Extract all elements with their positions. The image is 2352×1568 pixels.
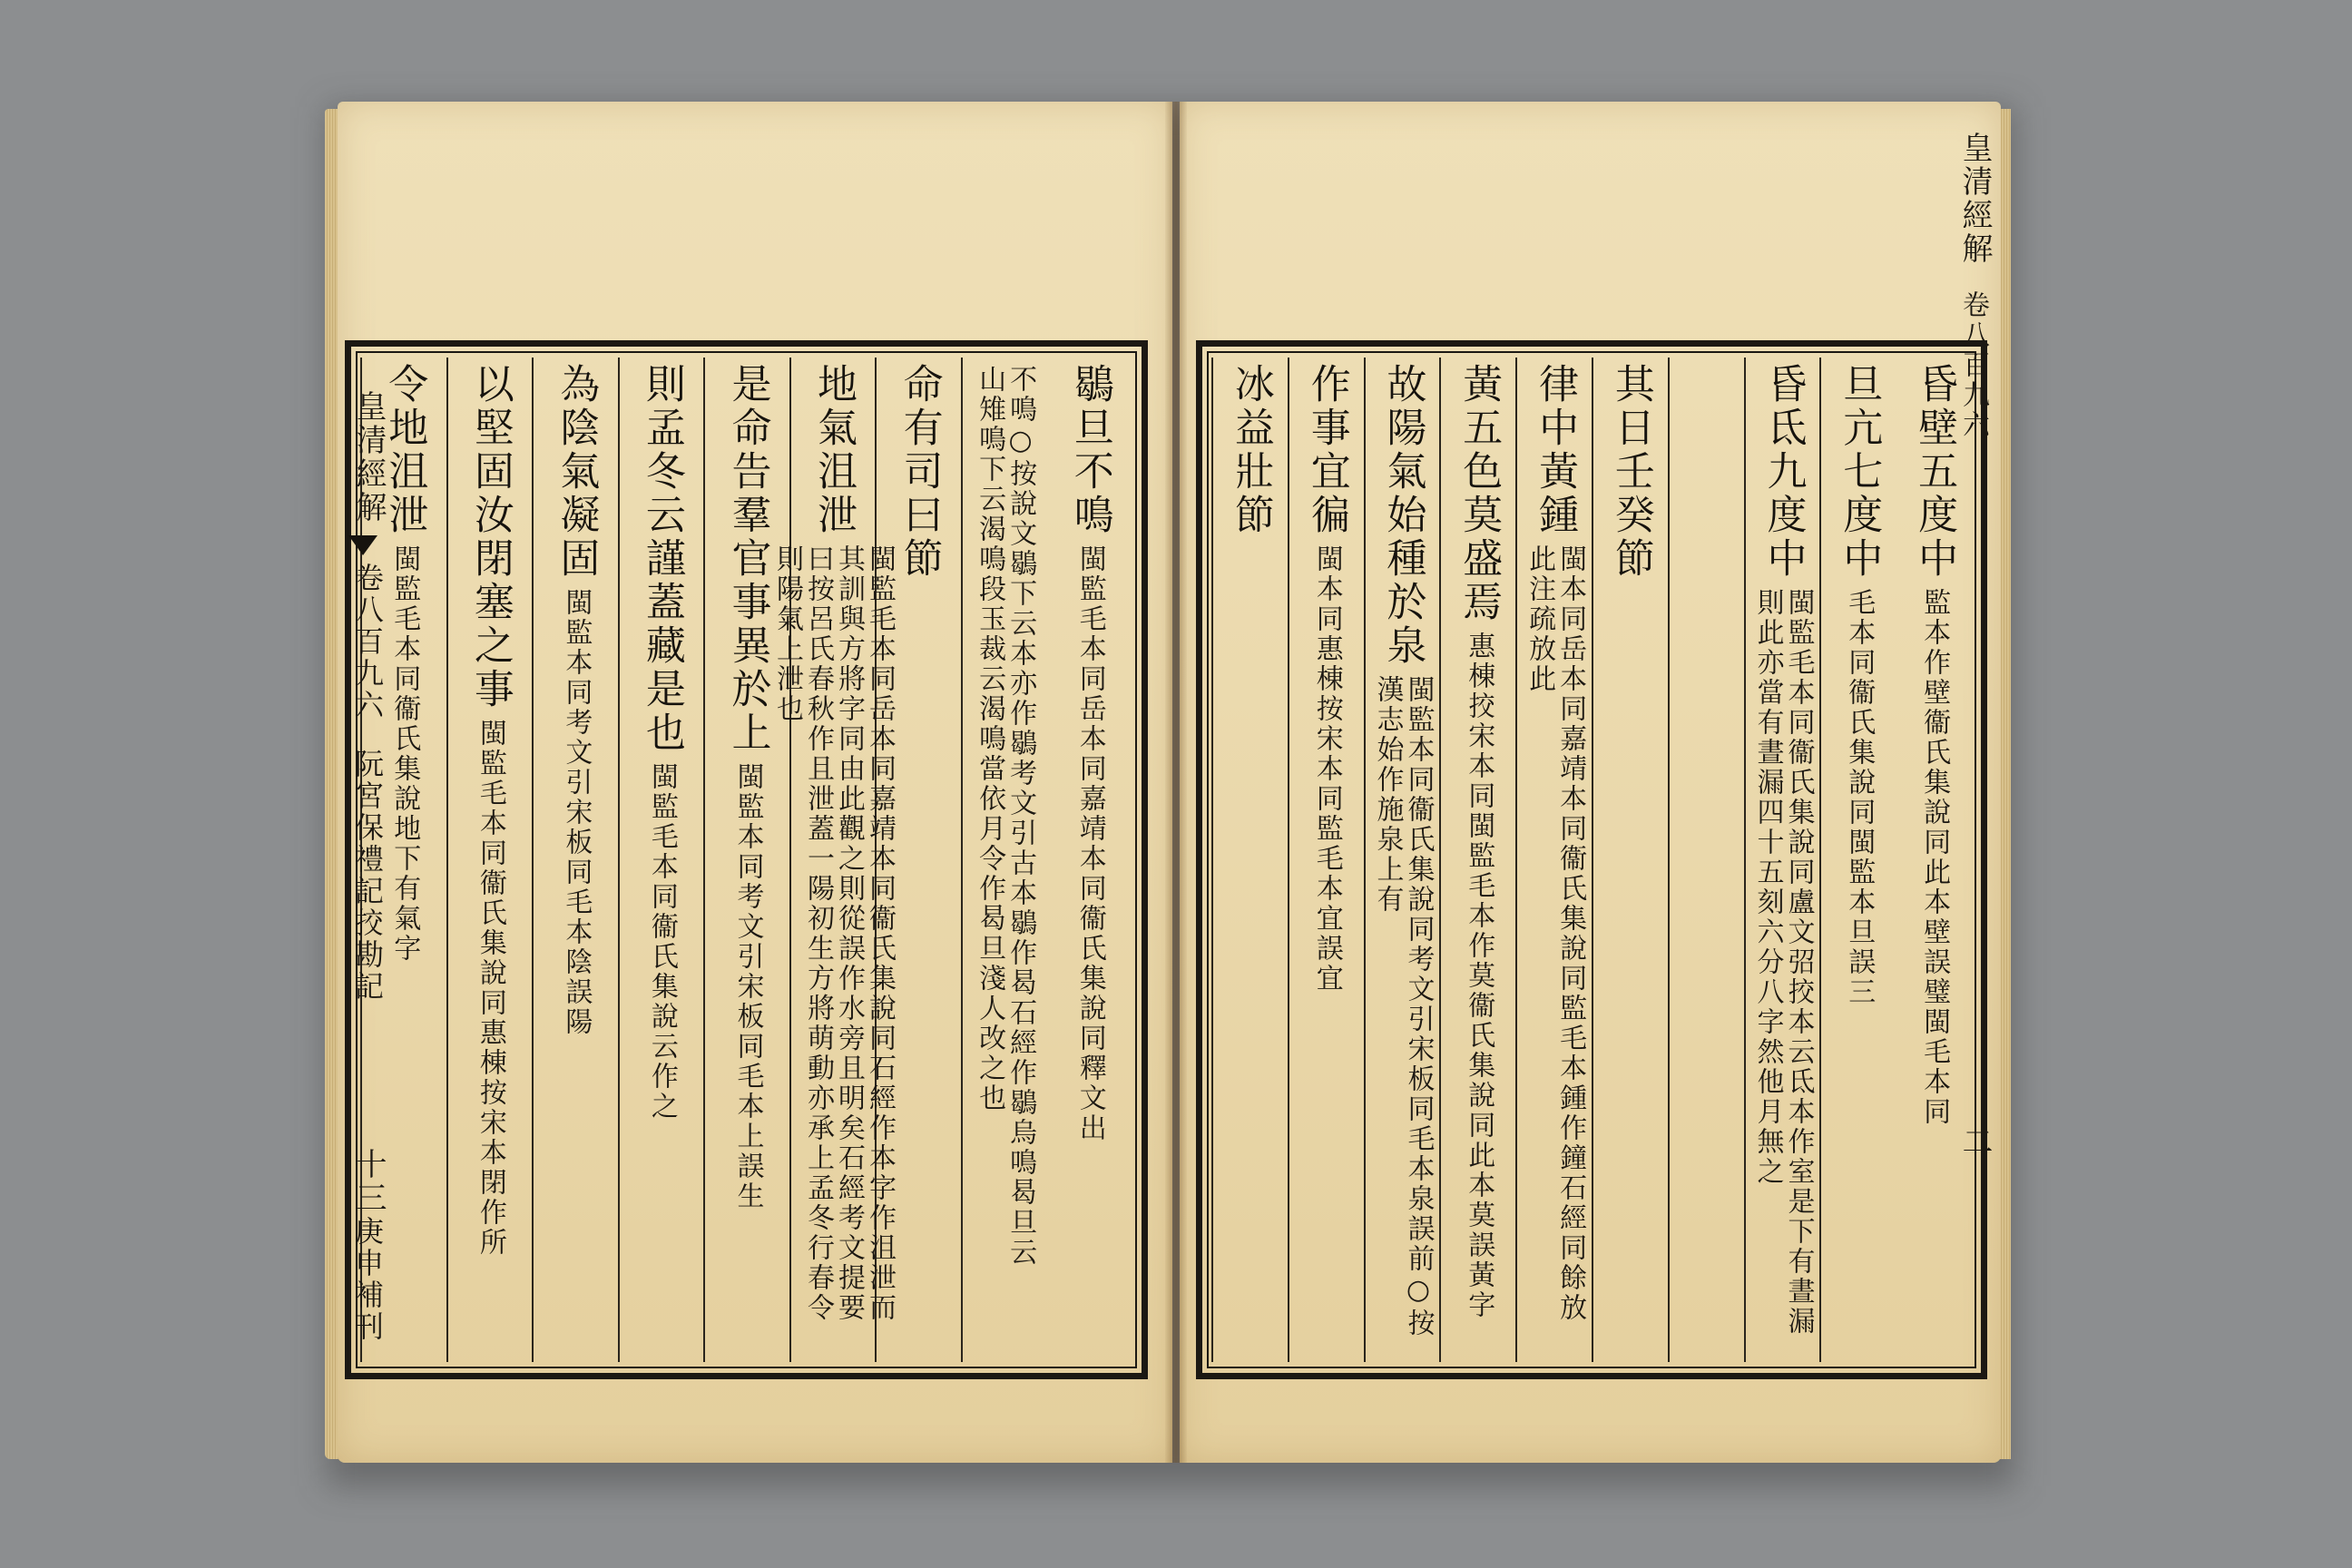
main-text: 地氣沮泄	[810, 363, 858, 537]
left-columns	[360, 358, 1132, 1362]
left-margin-page-no: 十三	[350, 1148, 387, 1215]
commentary-text: 閩監毛本同衞氏集說地下有氣字	[388, 544, 421, 964]
left-margin-work: 阮宮保禮記挍勘記	[350, 749, 385, 1003]
text-column	[446, 358, 533, 1362]
main-text: 律中黃鍾	[1532, 363, 1579, 537]
left-margin-edition: 庚申補刊	[350, 1216, 385, 1343]
main-text: 令地沮泄	[381, 363, 428, 537]
fishtail-mark	[348, 535, 377, 555]
main-text: 鶡旦不鳴	[1066, 363, 1113, 537]
main-text: 為陰氣凝固	[553, 363, 600, 581]
commentary-text: 監本作壁衞氏集說同此本壁誤璧閩毛本同	[1918, 588, 1951, 1127]
right-margin-volume: 卷八百九六	[1957, 290, 1989, 440]
text-column	[1592, 358, 1668, 1362]
book-spine	[1165, 102, 1187, 1463]
commentary-text: 閩本同岳本同嘉靖本同衞氏集說同監毛本鍾作鐘石經同餘放此注疏放此	[1524, 544, 1587, 1323]
main-text: 作事宜徧	[1303, 363, 1350, 537]
right-columns	[1211, 358, 1972, 1362]
text-column	[1668, 358, 1744, 1362]
main-text: 昏氐九度中	[1759, 363, 1807, 581]
text-column	[1046, 358, 1132, 1362]
main-text: 以堅固汝閉塞之事	[466, 363, 514, 711]
text-column	[1515, 358, 1592, 1362]
commentary-text: 閩監毛本同衞氏集說同盧文弨挍本云氐本作室是下有晝漏則此亦當有晝漏四十五刻六分八字然他月無之	[1751, 588, 1815, 1337]
text-column	[532, 358, 618, 1362]
commentary-text: 惠棟挍宋本同閩監毛本作莫衞氏集說同此本莫誤黃字	[1463, 632, 1495, 1320]
left-margin-title: 皇清經解	[350, 390, 387, 524]
main-text: 是命告羣官事異於上	[724, 363, 771, 755]
text-column	[703, 358, 789, 1362]
text-column	[1744, 358, 1820, 1362]
commentary-text: 閩監毛本同岳本同嘉靖本同衞氏集說同釋文出	[1073, 544, 1106, 1143]
commentary-text: 閩監本同考文引宋板同毛本陰誤陽	[560, 588, 593, 1037]
commentary-text: 閩監本同衞氏集說同考文引宋板同毛本泉誤前○按漢志始作施泉上有	[1371, 675, 1435, 1338]
text-column	[1364, 358, 1440, 1362]
commentary-text: 不鳴○按說文鶡下云本亦作鶡考文引古本鶡作曷石經作鶡烏鳴曷旦云山雉鳴下云渴鳴段玉裁云渴鳴當依月令作曷旦淺人改之也	[974, 365, 1037, 1268]
text-column	[1288, 358, 1364, 1362]
text-column	[1439, 358, 1515, 1362]
text-column	[1896, 358, 1972, 1362]
main-text: 冰益壯節	[1227, 363, 1274, 537]
main-text: 旦亢七度中	[1836, 363, 1883, 581]
text-column	[961, 358, 1047, 1362]
commentary-text: 閩監毛本同衞氏集說云作之	[645, 762, 678, 1122]
main-text: 則孟冬云謹蓋藏是也	[638, 363, 685, 755]
commentary-text: 閩本同惠棟按宋本同監毛本宜誤宜	[1310, 544, 1343, 994]
main-text: 黃五色莫盛焉	[1455, 363, 1503, 624]
commentary-text: 閩監毛本同衞氏集說同惠棟按宋本閉作所	[474, 719, 506, 1258]
commentary-text: 閩監本同考文引宋板同毛本上誤生	[731, 762, 764, 1211]
right-text-block	[1196, 340, 1987, 1379]
main-text: 故陽氣始種於泉	[1379, 363, 1426, 668]
main-text: 命有司曰節	[896, 363, 943, 581]
commentary-text: 毛本同衞氏集說同閩監本旦誤三	[1843, 588, 1876, 1007]
right-margin-page-no: 二	[1956, 1125, 1993, 1159]
text-column	[771, 358, 897, 1362]
left-margin-volume: 卷八百九六	[350, 563, 385, 721]
main-text: 昏壁五度中	[1911, 363, 1958, 581]
main-text: 其日壬癸節	[1607, 363, 1654, 581]
text-column	[1819, 358, 1896, 1362]
text-column	[1211, 358, 1288, 1362]
show-through-text	[1279, 136, 1329, 176]
right-margin-title: 皇清經解	[1956, 132, 1993, 266]
text-column	[618, 358, 704, 1362]
commentary-text: 閩監毛本同岳本同嘉靖本同衞氏集說同石經作本字作沮泄而其訓與方將字同由此觀之則從誤作水旁且明矣石經考文提要曰按呂氏春秋作且泄蓋一陽初生方將萌動亦承上孟冬行春令則陽氣上泄也	[771, 544, 897, 1323]
left-text-block	[345, 340, 1148, 1379]
